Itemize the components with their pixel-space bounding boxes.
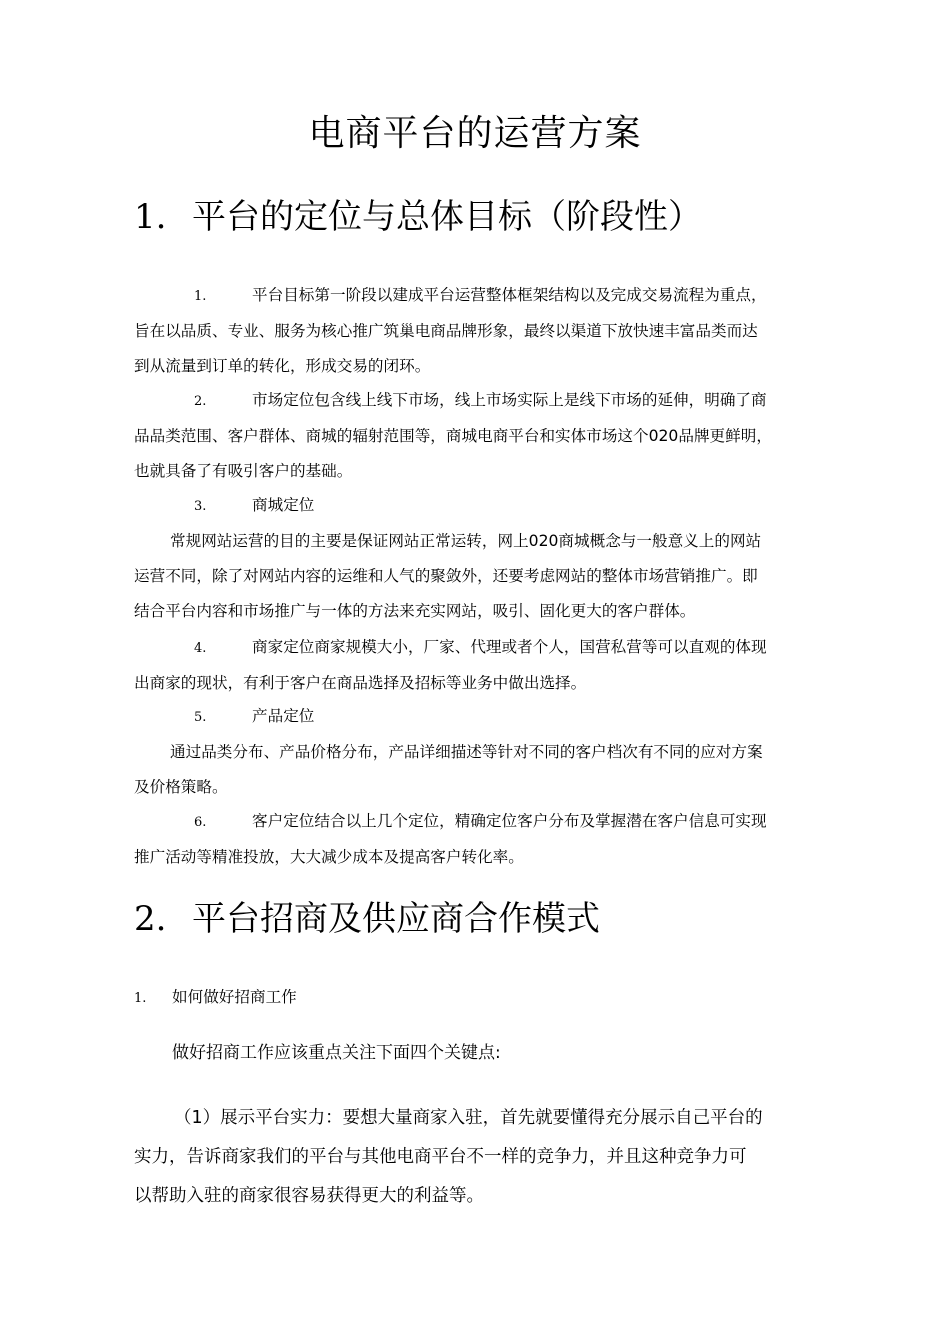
list-item-3: 3. 商城定位 常规网站运营的目的主要是保证网站正常运转，网上020商城概念与一般意义上的网站 运营不同，除了对网站内容的运维和人气的聚敛外，还要考虑网站的整体市场营销推广。即 结合平台内容和市场推广与一体的方法来充实网站，吸引、固化更大的客户群体。 <box>134 488 824 629</box>
list-item-1-number: 1. <box>194 289 207 304</box>
lead-paragraph: 做好招商工作应该重点关注下面四个关键点: <box>172 1043 501 1063</box>
list-item-4: 4. 商家定位商家规模大小，厂家、代理或者个人，国营私营等可以直观的体现 出商家的现状，有利于客户在商品选择及招标等业务中做出选择。 <box>134 630 824 701</box>
section-2-heading <box>134 896 600 942</box>
list-item-5: 5. 产品定位 通过品类分布、产品价格分布，产品详细描述等针对不同的客户档次有不同的应对方案 及价格策略。 <box>134 699 824 805</box>
point-1-paragraph: （1）展示平台实力：要想大量商家入驻，首先就要懂得充分展示自己平台的 实力，告诉商家我们的平台与其他电商平台不一样的竞争力，并且这种竞争力可 以帮助入驻的商家很容易获得更大的利益等。 <box>134 1108 763 1206</box>
list-item-6-number: 6. <box>194 815 207 830</box>
subsection-title: 如何做好招商工作 <box>172 988 297 1006</box>
document-title: 电商平台的运营方案 <box>308 113 642 154</box>
list-item-6: 6. 客户定位结合以上几个定位，精确定位客户分布及掌握潜在客户信息可实现 推广活动等精准投放，大大减少成本及提高客户转化率。 <box>134 804 824 875</box>
section-1-number: 1. <box>134 197 167 237</box>
section-1-heading <box>134 194 702 240</box>
subsection-number: 1. <box>134 991 147 1006</box>
list-item-2-number: 2. <box>194 394 207 409</box>
list-item-4-number: 4. <box>194 641 207 656</box>
list-item-3-number: 3. <box>194 499 207 514</box>
list-item-2: 2. 市场定位包含线上线下市场，线上市场实际上是线下市场的延伸，明确了商 品品类范围、客户群体、商城的辐射范围等，商城电商平台和实体市场这个020品牌更鲜明， 也就具备了有吸引客户的基础。 <box>134 383 824 489</box>
subsection-heading <box>134 985 297 1011</box>
list-item-5-number: 5. <box>194 710 207 725</box>
section-2-number: 2. <box>134 899 167 939</box>
section-2-title: 平台招商及供应商合作模式 <box>192 899 600 939</box>
section-1-title: 平台的定位与总体目标（阶段性） <box>192 197 702 237</box>
list-item-1: 1. 平台目标第一阶段以建成平台运营整体框架结构以及完成交易流程为重点， 旨在以品质、专业、服务为核心推广筑巢电商品牌形象，最终以渠道下放快速丰富品类而达 到从流量到订单的转化，形成交易的闭环。 <box>134 278 824 384</box>
